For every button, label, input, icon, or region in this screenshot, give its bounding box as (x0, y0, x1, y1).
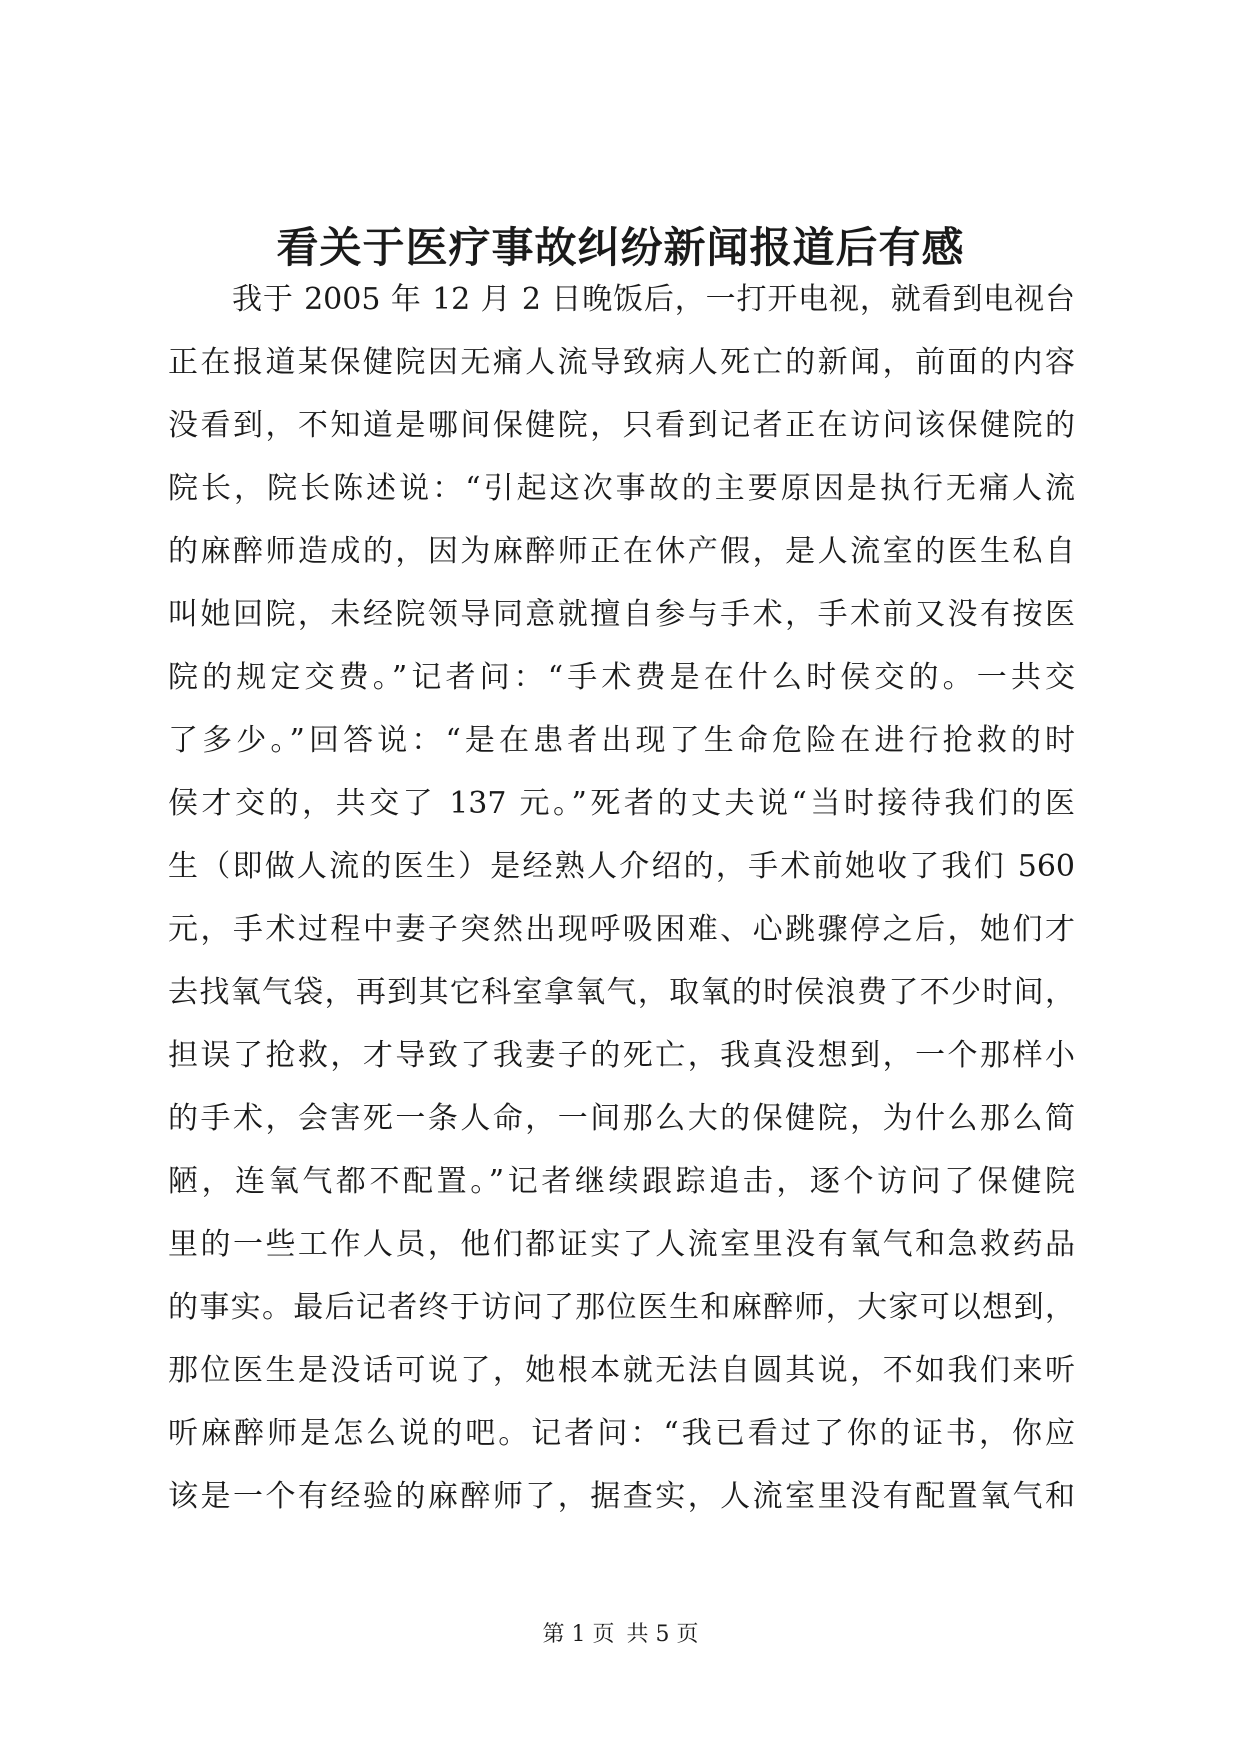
body-line: 里的一些工作人员，他们都证实了人流室里没有氧气和急救药品 (168, 1227, 1075, 1262)
body-line: 担误了抢救，才导致了我妻子的死亡，我真没想到，一个那样小 (168, 1038, 1075, 1073)
body-line: 的手术，会害死一条人命，一间那么大的保健院，为什么那么简 (168, 1101, 1075, 1136)
body-line: 没看到，不知道是哪间保健院，只看到记者正在访问该保健院的 (168, 408, 1075, 443)
document-title: 看关于医疗事故纠纷新闻报道后有感 (276, 223, 965, 272)
body-line: 正在报道某保健院因无痛人流导致病人死亡的新闻，前面的内容 (168, 345, 1075, 380)
body-line: 院的规定交费。”记者问：“手术费是在什么时侯交的。一共交 (168, 660, 1075, 695)
body-line: 那位医生是没话可说了，她根本就无法自圆其说，不如我们来听 (168, 1353, 1075, 1388)
body-line: 的麻醉师造成的，因为麻醉师正在休产假，是人流室的医生私自 (168, 534, 1075, 569)
page-total: 共 5 页 (626, 1622, 699, 1647)
body-line: 去找氧气袋，再到其它科室拿氧气，取氧的时侯浪费了不少时间， (168, 975, 1075, 1010)
body-line: 的事实。最后记者终于访问了那位医生和麻醉师，大家可以想到， (168, 1290, 1075, 1325)
body-line: 元，手术过程中妻子突然出现呼吸困难、心跳骤停之后，她们才 (168, 912, 1075, 947)
body-line: 院长，院长陈述说：“引起这次事故的主要原因是执行无痛人流 (168, 471, 1075, 506)
body-line: 叫她回院，未经院领导同意就擅自参与手术，手术前又没有按医 (168, 597, 1075, 632)
body-line: 该是一个有经验的麻醉师了，据查实，人流室里没有配置氧气和 (168, 1479, 1075, 1514)
page-number: 第 1 页 (542, 1622, 615, 1647)
body-line: 生（即做人流的医生）是经熟人介绍的，手术前她收了我们 560 (168, 849, 1075, 884)
document-body (168, 268, 1075, 1528)
body-line: 我于 2005 年 12 月 2 日晚饭后，一打开电视，就看到电视台 (232, 282, 1075, 317)
body-line: 侯才交的，共交了 137 元。”死者的丈夫说“当时接待我们的医 (168, 786, 1075, 821)
page-footer (0, 1620, 1241, 1650)
body-line: 了多少。”回答说：“是在患者出现了生命危险在进行抢救的时 (168, 723, 1075, 758)
body-line: 陋，连氧气都不配置。”记者继续跟踪追击，逐个访问了保健院 (168, 1164, 1075, 1199)
body-line: 听麻醉师是怎么说的吧。记者问：“我已看过了你的证书，你应 (168, 1416, 1075, 1451)
